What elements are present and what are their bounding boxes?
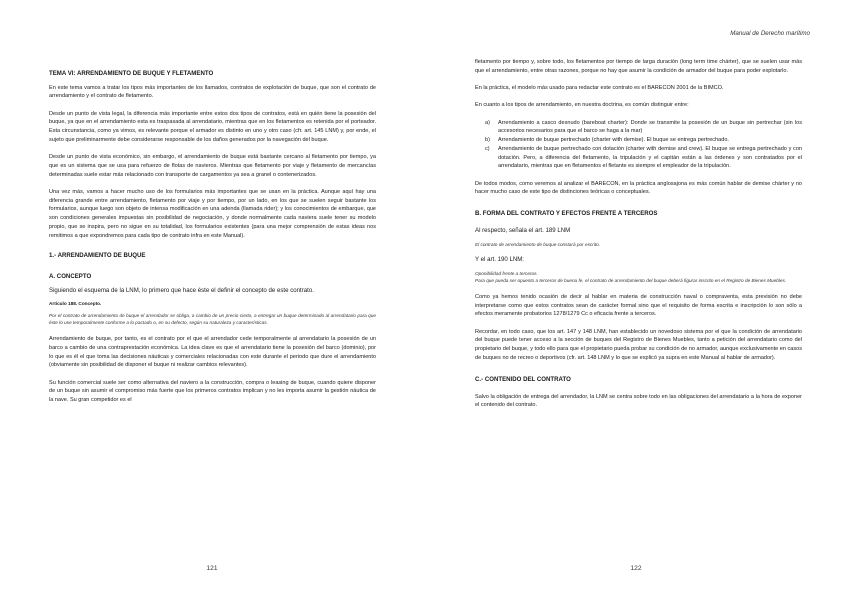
paragraph-contenido: Salvo la obligación de entrega del arrendador, la LNM se centra sobre todo en las obligaciones del arrendatario a la hora de exponer el contenido del contrato. [475,393,802,409]
list-item: a) Arrendamiento a casco desnudo (bareboat charter): Donde se transmite la posesión de un buque sin pertrechar (sin los accesorios necesarios para que el barco se haga a la mar) [485,119,802,135]
paragraph-registro: Recordar, en todo caso, que los art. 147 y 148 LNM, han establecido un novedoso sistema por el que la condición de arrendatario del buque puede tener acceso a la sección de buques del Registro de Bienes Muebles, tanto a petición del arrendatario como del propietario del buque, y todo ello para que el propietario pueda probar su condición de no armador, aunque exclusivamente en casos de buques no de recreo o deportivos (cfr. art. 148 LNM y lo que se explicó ya supra en este Manual al hablar de armador). [475,328,802,361]
article-quote-190: Para que pueda ser opuesto a terceros de buena fe, el contrato de arrendamiento del buque deberá figurar inscrito en el Registro de Bienes Muebles. [475,278,787,284]
paragraph-definition: Arrendamiento de buque, por tanto, es el contrato por el que el arrendador cede temporalmente al arrendatario la posesión de un barco a cambio de una contraprestación económica. La idea clave es que el arrendatario tiene la posesión del barco (dominio), por lo que es él el que toma las decisiones náuticas y comerciales relacionadas con este durante el periodo que dure el arrendamiento (obviamente sin posibilidad de disponer el buque ni realizar cambios relevantes). [49,336,376,369]
article-quote: Por el contrato de arrendamiento de buque el arrendador se obliga, a cambio de un precio cierto, a entregar un buque determinado al arrendatario para que éste lo use temporalmente conforme a lo pactado o, en su defecto, según su naturaleza y características. [49,313,376,326]
page-number-right: 122 [630,565,642,572]
article-title: Artículo 188. Concepto. [49,301,102,307]
paragraph-art189: Al respecto, señala el art. 189 LNM [475,227,571,235]
section-heading-forma: B. FORMA DEL CONTRATO Y EFECTOS FRENTE A TERCEROS [475,210,658,217]
list-item: b) Arrendamiento de buque pertrechado (charter with demise). El buque se entrega pertrechado. [485,137,729,143]
section-heading-contenido: C.- CONTENIDO DEL CONTRATO [475,375,571,383]
types-list [475,119,802,172]
paragraph-intro: En este tema vamos a tratar los tipos más importantes de los llamados, contratos de explotación de buque, que son el contrato de arrendamiento y el contrato de fletamento. [49,84,376,100]
page-number-left: 121 [206,565,218,572]
paragraph-continuation: fletamento por tiempo y, sobre todo, los fletamentos por tiempo de larga duración (long term time chárter), que se suelen usar más que el arrendamiento, entre otras razones, porque no hay que asumir la condición de armador del buque para poder explotarlo. [475,59,802,74]
right-page [424,0,848,599]
paragraph-esquema: Siguiendo el esquema de la LNM, lo primero que hace éste el definir el concepto de este contrato. [49,286,314,294]
subsection-heading-concepto: A. CONCEPTO [49,272,92,280]
article-title-190: Oponibilidad frente a terceros. [475,270,538,276]
paragraph-types-intro: En cuanto a los tipos de arrendamiento, en nuestra doctrina, es común distinguir entre: [475,102,689,109]
article-quote-189: El contrato de arrendamiento de buque constará por escrito. [475,241,601,247]
paragraph-forma-escrita: Como ya hemos tenido ocasión de decir al hablar en materia de construcción naval o compraventa, esta previsión no debe interpretarse como que estos contratos sean de carácter formal sino que el requisito de forma escrita e inscripción lo son sólo a efectos meramente probatorios 1278/1279 Cc o eficacia frente a terceros. [475,293,802,318]
right-text-column [475,58,802,410]
list-item: c) Arrendamiento de buque pertrechado con dotación (charter with demise and crew). El buque se entrega pertrechado y con dotación. Pero, a diferencia del fletamento, la tripulación y el capitán están a las órdenes y son contratados por el arrendatario, mientras que en fletamentos el fletante es siempre el empleador de la tripulación. [485,145,802,170]
left-text-column [49,70,376,405]
paragraph-economic: Desde un punto de vista económico, sin embargo, el arrendamiento de buque está bastante cercano al fletamento por tiempo, ya que es un sistema que se usa para refuerzo de flotas de navieros. Mientras que fletamento por viaje y fletamento de mercancías determinadas suele estar más relacionado con transporte de cargamentos ya sea a granel o contenerizados. [49,154,376,178]
paragraph-legal: Desde un punto de vista legal, la diferencia más importante entre estos dos tipos de contratos, está en quién tiene la posesión del buque, ya que en el arrendamiento esta es traspasada al arrendatario, mientras que en los fletamentos es retenida por el porteador. Esta circunstancia, como ya vimos, es relevante porque el armador es distinto en uno y otro caso (cfr. art. 145 LNM) y, por ende, el sujeto que preliminarmente debe considerarse responsable de los daños generados por la navegación del buque. [49,110,376,143]
paragraph-demise: De todos modos, como veremos al analizar el BARECON, en la práctica anglosajona es más común hablar de demise chárter y no hacer mucho caso de este tipo de distinciones teóricas o conceptuales. [475,180,802,196]
paragraph-forms: Una vez más, vamos a hacer mucho uso de los formularios más importantes que se usan en la práctica. Aunque aquí hay una diferencia grande entre arrendamiento, fletamento por viaje y por tiempo, por un lado, en los que se suelen seguir bastante los formularios, aunque luego son objeto de intensa modificación en una adenda (llamada rider); y los conocimientos de embarque, que son condiciones generales impuestas sin posibilidad de negociación, y donde normalmente cada naviera suele tener su modelo propio, que se inspira, pero no sigue en su totalidad, los formularios existentes (para una mejor comprensión de estas ideas nos remitimos a que expondremos para cada tipo de contrato infra en este Manual). [49,188,376,239]
paragraph-art190: Y el art. 190 LNM: [475,256,524,264]
paragraph-barecon: En la práctica, el modelo más usado para redactar este contrato es el BARECON 2001 de la BIMCO. [475,85,724,91]
paragraph-function: Su función comercial suele ser como alternativa del naviero a la construcción, compra o leasing de buque, cuando quiere disponer de un buque sin asumir el compromiso más fuerte que los primeros contratos implican y no les importa asumir la gestión náutica de la nave. Su gran competidor es el [49,379,376,404]
running-head: Manual de Derecho marítimo [730,30,810,37]
section-heading-arrendamiento: 1.- ARRENDAMIENTO DE BUQUE [49,252,146,260]
chapter-heading: TEMA VI: ARRENDAMIENTO DE BUQUE Y FLETAMENTO [49,70,214,77]
